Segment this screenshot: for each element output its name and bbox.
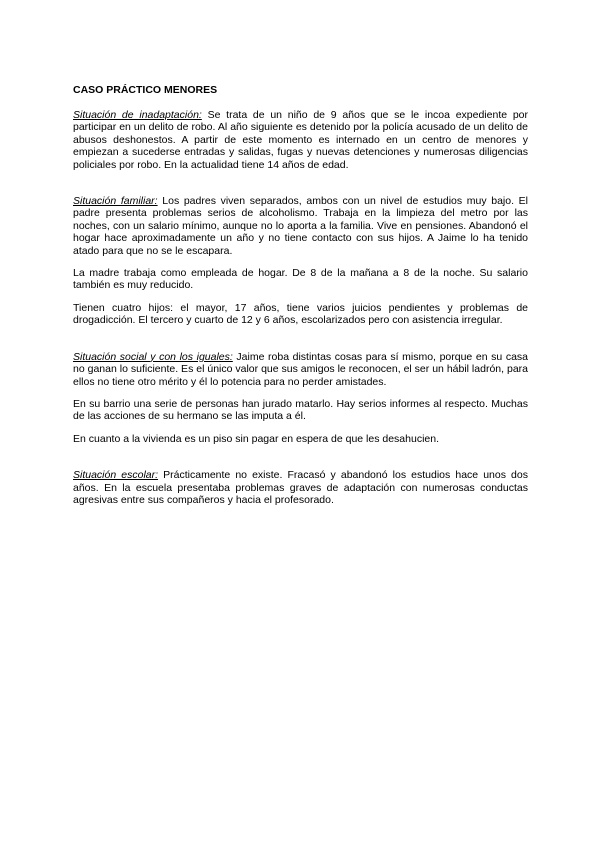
paragraph-text: Jaime roba distintas cosas para sí mismo, porque en su casa no ganan lo suficiente. Es el único valor que sus amigos le reconocen, el ser un hábil ladrón, para ellos no tiene otro mérito y él lo potencia para no perder amistades. — [73, 350, 529, 388]
section-escolar — [73, 469, 528, 506]
section-paragraph — [73, 469, 528, 506]
section-heading: Situación escolar: — [73, 469, 159, 482]
section-heading: Situación de inadaptación: — [73, 109, 202, 121]
section-familiar — [73, 195, 528, 327]
section-paragraph: En cuanto a la vivienda es un piso sin pagar en espera de que les desahucien. — [73, 432, 440, 445]
section-paragraph: Tienen cuatro hijos: el mayor, 17 años, tiene varios juicios pendientes y problemas de drogadicción. El tercero y cuarto de 12 y 6 años, escolarizados pero con asistencia irregular. — [73, 301, 528, 327]
section-paragraph — [73, 195, 528, 257]
paragraph-text: Se trata de un niño de 9 años que se le incoa expediente por participar en un delito de robo. Al año siguiente es detenido por la policía acusado de un delito de abusos deshonestos. A partir de este momento es internado en un centro de menores y empiezan a sucederse entradas y salidas, fugas y nuevas detenciones y numerosas diligencias policiales por robo. En la actualidad tiene 14 años de edad. — [73, 109, 528, 171]
section-paragraph: En su barrio una serie de personas han jurado matarlo. Hay serios informes al respecto. Muchas de las acciones de su hermano se las imputa a él. — [73, 397, 528, 423]
paragraph-text: Prácticamente no existe. Fracasó y abandonó los estudios hace unos dos años. En la escuela presentaba problemas graves de adaptación con numerosas conductas agresivas entre sus compañeros y hacia el profesorado. — [73, 469, 528, 506]
section-paragraph — [73, 351, 528, 388]
section-heading: Situación familiar: — [73, 195, 158, 208]
section-social — [73, 351, 528, 445]
section-paragraph — [73, 109, 528, 171]
document-page — [73, 84, 528, 516]
paragraph-text: Los padres viven separados, ambos con un nivel de estudios muy bajo. El padre presenta problemas serios de alcoholismo. Trabaja en la limpieza del metro por las noches, con un salario mínimo, aunque no lo aporta a la familia. Vive en pensiones. Abandonó el hogar hace aproximadamente un año y no tiene contacto con sus hijos. A Jaime lo ha tenido atado para que no se le escapara. — [73, 195, 529, 257]
document-title: CASO PRÁCTICO MENORES — [73, 84, 218, 96]
section-paragraph: La madre trabaja como empleada de hogar. De 8 de la mañana a 8 de la noche. Su salario también es muy reducido. — [73, 267, 528, 292]
section-inadaptacion — [73, 109, 528, 171]
section-heading: Situación social y con los iguales: — [73, 350, 233, 363]
